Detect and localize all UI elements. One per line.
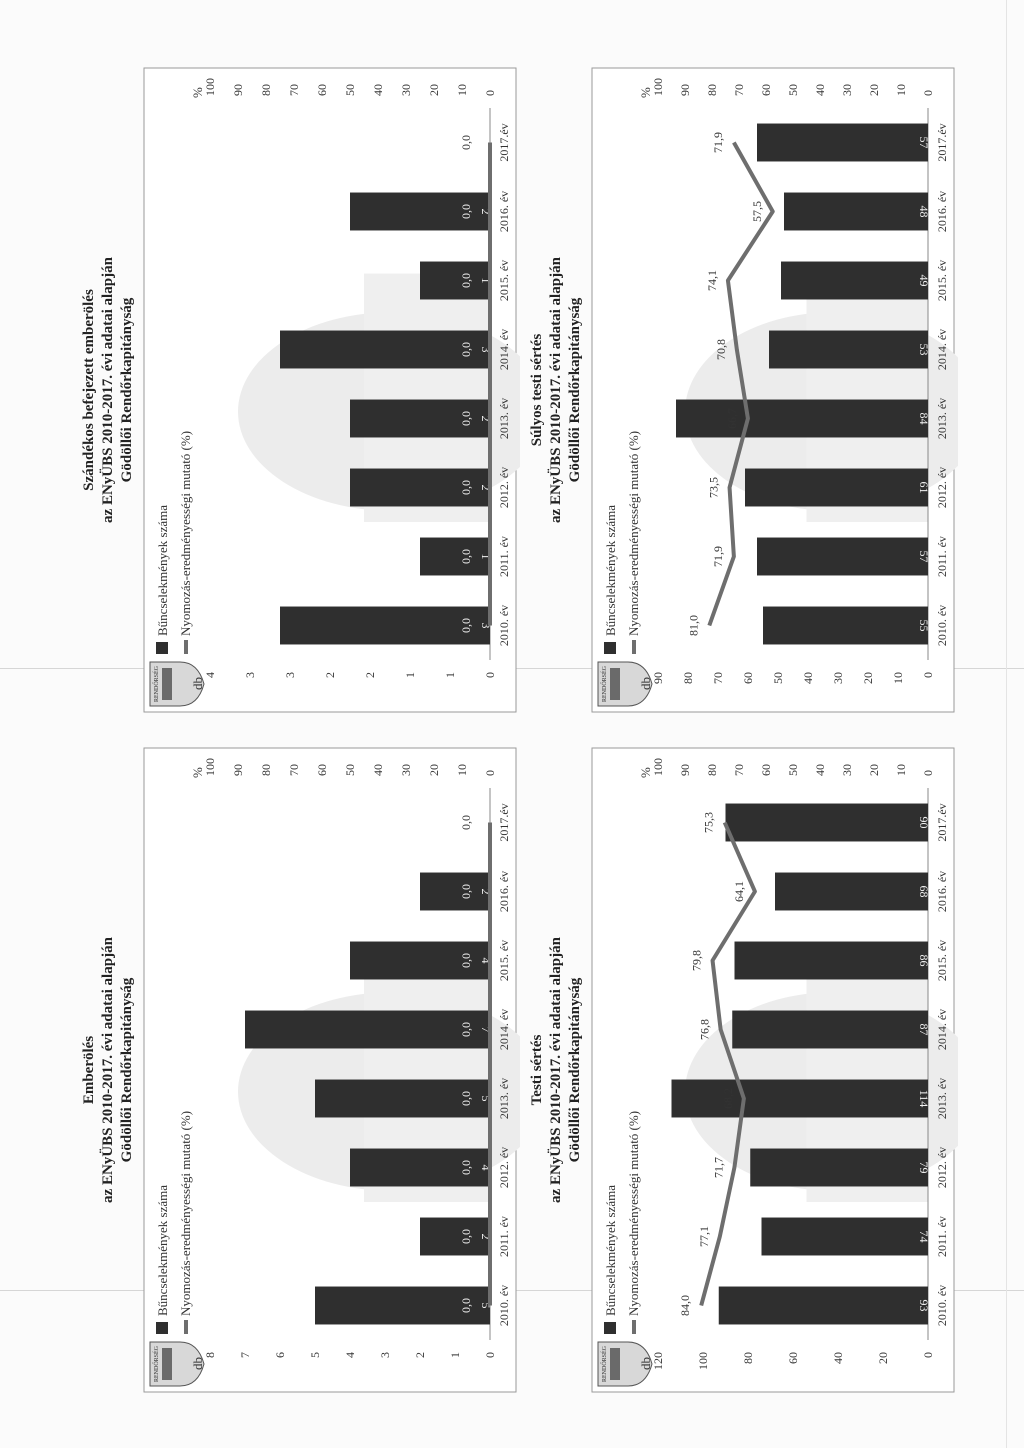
bar [676, 400, 928, 438]
line-value-label: 0,0 [459, 1091, 473, 1106]
y-tick-left: 60 [786, 1352, 800, 1364]
y-tick-right: 60 [315, 764, 329, 776]
bar-count-label: 49 [917, 274, 931, 287]
bar-count-label-group [917, 886, 931, 898]
x-tick-label: 2013. év [497, 397, 511, 440]
bar-count-label-group [917, 620, 931, 632]
x-tick-label: 2013. év [497, 1077, 511, 1120]
x-tick-label: 2015. év [935, 259, 949, 302]
bar-count-label-group [917, 551, 931, 563]
y-tick-right: 40 [813, 84, 827, 96]
y-tick-left: 20 [861, 672, 875, 684]
logo-text: RENDŐRSÉG [602, 1345, 608, 1383]
x-tick-label: 2012. év [497, 1146, 511, 1189]
bar [745, 469, 928, 507]
y-tick-right: 40 [813, 764, 827, 776]
bar-count-label-group [917, 1300, 931, 1312]
y-tick-left: 2 [323, 672, 337, 678]
chart-emberoles [140, 740, 520, 1400]
y-tick-right: 0 [483, 90, 497, 96]
chart-subtitle-2: Gödöllői Rendőrkapitányság [119, 297, 135, 483]
bar-count-label: 48 [917, 205, 931, 218]
y-tick-left: 2 [363, 672, 377, 678]
bar-count-label: 86 [917, 954, 931, 967]
line-value-label: 71,7 [711, 1157, 726, 1178]
y-tick-right: 10 [455, 764, 469, 776]
x-tick-label: 2011. év [497, 1216, 511, 1257]
x-tick-label: 2011. év [935, 1216, 949, 1257]
left-axis-title: db [638, 677, 653, 690]
chart-subtitle-2: Gödöllői Rendőrkapitányság [567, 977, 583, 1163]
y-tick-right: 90 [231, 764, 245, 776]
legend-label-bar: Bűncselekmények száma [603, 504, 618, 636]
y-tick-right: 100 [203, 758, 217, 776]
x-tick-label: 2015. év [497, 939, 511, 982]
bar-count-label-group [917, 137, 931, 149]
line-value-label: 0,0 [459, 204, 473, 219]
line-value-label: 57,5 [749, 201, 764, 222]
y-tick-right: 100 [651, 78, 665, 96]
y-tick-right: 80 [259, 84, 273, 96]
right-axis-title: % [190, 87, 205, 98]
bar-count-label-group [917, 482, 931, 494]
right-axis-title: % [190, 767, 205, 778]
y-tick-right: 40 [371, 84, 385, 96]
chart-title: Emberölés [81, 1035, 97, 1105]
y-tick-right: 70 [287, 764, 301, 776]
y-tick-right: 100 [203, 78, 217, 96]
bar-count-label-group [917, 1231, 931, 1243]
y-tick-right: 60 [759, 84, 773, 96]
bar-count-label: 2 [479, 415, 493, 422]
y-tick-right: 10 [894, 84, 908, 96]
bar-count-label: 4 [479, 1164, 493, 1171]
line-value-label: 76,8 [697, 1019, 712, 1040]
bar-count-label: 90 [917, 816, 931, 829]
y-tick-left: 90 [651, 672, 665, 684]
x-tick-label: 2012. év [935, 466, 949, 509]
x-tick-label: 2014. év [935, 328, 949, 371]
y-tick-right: 90 [231, 84, 245, 96]
logo-text: RENDŐRSÉG [154, 665, 160, 703]
chart-testi-sertes [588, 740, 958, 1400]
y-tick-right: 80 [705, 764, 719, 776]
bar [784, 193, 928, 231]
bar [726, 804, 929, 842]
y-tick-right: 0 [483, 770, 497, 776]
bar-count-label-group [917, 206, 931, 218]
bar-count-label: 84 [917, 412, 931, 425]
legend-swatch-bar [604, 1322, 616, 1334]
y-tick-left: 60 [741, 672, 755, 684]
chart-title: Súlyos testi sértés [529, 333, 545, 447]
y-tick-left: 10 [891, 672, 905, 684]
crest-band [162, 668, 172, 700]
bar-count-label: 1 [479, 553, 493, 560]
x-tick-label: 2017.év [497, 803, 511, 842]
bar [757, 538, 928, 576]
y-tick-left: 7 [238, 1352, 252, 1358]
bar-count-label-group [917, 955, 931, 967]
logo-text: RENDŐRSÉG [602, 665, 608, 703]
chart-panel-sulyos-testi-sertes [528, 60, 968, 720]
x-tick-label: 2014. év [497, 1008, 511, 1051]
bar [719, 1287, 928, 1325]
y-tick-left: 4 [203, 672, 217, 678]
bar-count-label: 114 [917, 1089, 931, 1108]
bar-count-label: 68 [917, 885, 931, 898]
y-tick-right: 30 [399, 764, 413, 776]
legend-swatch-bar [156, 642, 168, 654]
chart-panel-szandekos-emberoles [80, 60, 520, 720]
y-tick-left: 5 [308, 1352, 322, 1358]
y-tick-left: 0 [921, 1352, 935, 1358]
bar-count-label: 3 [479, 346, 493, 353]
legend-swatch-bar [156, 1322, 168, 1334]
line-value-label: 0,0 [459, 884, 473, 899]
y-tick-right: 30 [399, 84, 413, 96]
y-tick-left: 50 [771, 672, 785, 684]
y-tick-right: 80 [259, 764, 273, 776]
bar [735, 942, 929, 980]
y-tick-right: 10 [455, 84, 469, 96]
x-tick-label: 2017.év [935, 123, 949, 162]
legend-label-bar: Bűncselekmények száma [155, 1184, 170, 1316]
y-tick-left: 40 [801, 672, 815, 684]
bar-count-label: 74 [917, 1230, 931, 1243]
x-tick-label: 2011. év [935, 536, 949, 577]
logo-text: RENDŐRSÉG [154, 1345, 160, 1383]
legend-label-line: Nyomozás-eredményességi mutató (%) [626, 430, 641, 636]
chart-title-block [80, 740, 137, 1400]
legend-label-bar: Bűncselekmények száma [155, 504, 170, 636]
bar-count-label: 2 [479, 484, 493, 491]
x-tick-label: 2016. év [497, 190, 511, 233]
line-value-label: 71,9 [710, 546, 725, 567]
bar [732, 1011, 928, 1049]
chart-szandekos-emberoles [140, 60, 520, 720]
y-tick-right: 40 [371, 764, 385, 776]
bar-count-label: 1 [479, 277, 493, 284]
rotated-content [80, 60, 960, 1400]
chart-subtitle-2: Gödöllői Rendőrkapitányság [119, 977, 135, 1163]
bar [750, 1149, 928, 1187]
bar-count-label: 55 [917, 619, 931, 632]
y-tick-right: 60 [759, 764, 773, 776]
bar-count-label-group [917, 1090, 931, 1108]
legend-label-line: Nyomozás-eredményességi mutató (%) [626, 1110, 641, 1316]
line-value-label: 66,7 [724, 408, 739, 429]
line-value-label: 0,0 [459, 342, 473, 357]
y-tick-left: 0 [483, 672, 497, 678]
y-tick-left: 6 [273, 1352, 287, 1358]
x-tick-label: 2013. év [935, 1077, 949, 1120]
bar-count-label-group [917, 1162, 931, 1174]
x-tick-label: 2016. év [497, 870, 511, 913]
line-value-label: 0,0 [459, 480, 473, 495]
bar [769, 331, 928, 369]
y-tick-left: 20 [876, 1352, 890, 1364]
chart-title: Testi sértés [529, 1034, 545, 1106]
crest-band [162, 1348, 172, 1380]
y-tick-right: 30 [840, 84, 854, 96]
left-axis-title: db [190, 1357, 205, 1370]
legend-label-bar: Bűncselekmények száma [603, 1184, 618, 1316]
bar-count-label: 2 [479, 208, 493, 215]
bar [245, 1011, 490, 1049]
y-tick-left: 30 [831, 672, 845, 684]
line-value-label: 70,8 [713, 339, 728, 360]
bar-count-label: 57 [917, 550, 931, 563]
y-tick-right: 90 [678, 764, 692, 776]
line-value-label: 0,0 [459, 273, 473, 288]
y-tick-right: 90 [678, 84, 692, 96]
y-tick-right: 80 [705, 84, 719, 96]
chart-title-block [528, 740, 585, 1400]
y-tick-left: 4 [343, 1352, 357, 1358]
right-axis-title: % [638, 87, 653, 98]
bar-count-label: 57 [917, 136, 931, 149]
line-value-label: 0,0 [459, 618, 473, 633]
crest-band [610, 668, 620, 700]
y-tick-right: 100 [651, 758, 665, 776]
x-tick-label: 2016. év [935, 870, 949, 913]
y-tick-left: 100 [696, 1352, 710, 1370]
left-axis-title: db [190, 677, 205, 690]
crest-band [610, 1348, 620, 1380]
x-tick-label: 2015. év [935, 939, 949, 982]
x-tick-label: 2014. év [497, 328, 511, 371]
chart-subtitle: az ENyÜBS 2010-2017. évi adatai alapján [100, 937, 116, 1203]
bar [757, 124, 928, 162]
x-tick-label: 2016. év [935, 190, 949, 233]
bar-count-label-group [917, 817, 931, 829]
line-value-label: 0,0 [459, 411, 473, 426]
x-tick-label: 2012. év [935, 1146, 949, 1189]
y-tick-left: 70 [711, 672, 725, 684]
left-axis-title: db [638, 1357, 653, 1370]
bar-count-label: 93 [917, 1299, 931, 1312]
line-value-label: 73,5 [706, 477, 721, 498]
y-tick-left: 1 [443, 672, 457, 678]
y-tick-left: 120 [651, 1352, 665, 1370]
x-tick-label: 2010. év [497, 604, 511, 647]
y-tick-right: 70 [732, 84, 746, 96]
bar-count-label-group [917, 413, 931, 425]
bar [775, 873, 928, 911]
x-tick-label: 2010. év [497, 1284, 511, 1327]
x-tick-label: 2013. év [935, 397, 949, 440]
y-tick-right: 20 [867, 84, 881, 96]
line-value-label: 77,1 [696, 1226, 711, 1247]
y-tick-left: 2 [413, 1352, 427, 1358]
bar [762, 1218, 929, 1256]
line-value-label: 74,1 [704, 270, 719, 291]
y-tick-left: 0 [483, 1352, 497, 1358]
chart-subtitle: az ENyÜBS 2010-2017. évi adatai alapján [548, 257, 564, 523]
page-edge [1006, 0, 1007, 1448]
chart-title: Szándékos befejezett emberölés [81, 289, 97, 491]
y-tick-right: 20 [427, 84, 441, 96]
chart-title-block [528, 60, 585, 720]
bar-count-label: 53 [917, 343, 931, 356]
bar [781, 262, 928, 300]
bar-count-label-group [917, 275, 931, 287]
y-tick-left: 8 [203, 1352, 217, 1358]
chart-subtitle: az ENyÜBS 2010-2017. évi adatai alapján [100, 257, 116, 523]
legend-label-line: Nyomozás-eredményességi mutató (%) [178, 1110, 193, 1316]
bar-count-label: 3 [479, 622, 493, 629]
line-value-label: 64,1 [731, 881, 746, 902]
y-tick-left: 80 [681, 672, 695, 684]
y-tick-right: 70 [732, 764, 746, 776]
line-value-label: 0,0 [459, 135, 473, 150]
bar-count-label-group [917, 344, 931, 356]
x-tick-label: 2011. év [497, 536, 511, 577]
chart-subtitle-2: Gödöllői Rendőrkapitányság [567, 297, 583, 483]
line-value-label: 0,0 [459, 953, 473, 968]
bar-count-label: 2 [479, 1233, 493, 1240]
y-tick-left: 3 [378, 1352, 392, 1358]
line-value-label: 0,0 [459, 1160, 473, 1175]
x-tick-label: 2014. év [935, 1008, 949, 1051]
line-value-label: 0,0 [459, 1229, 473, 1244]
x-tick-label: 2017.év [935, 803, 949, 842]
bar-count-label: 5 [479, 1095, 493, 1102]
y-tick-right: 20 [867, 764, 881, 776]
line-value-label: 79,8 [689, 950, 704, 971]
bar-count-label: 5 [479, 1302, 493, 1309]
y-tick-right: 50 [786, 764, 800, 776]
bar [672, 1080, 929, 1118]
y-tick-right: 0 [921, 90, 935, 96]
x-tick-label: 2015. év [497, 259, 511, 302]
y-tick-left: 80 [741, 1352, 755, 1364]
x-tick-label: 2010. év [935, 1284, 949, 1327]
line-value-label: 0,0 [459, 815, 473, 830]
bar-count-label: 4 [479, 957, 493, 964]
y-tick-left: 0 [921, 672, 935, 678]
line-value-label: 75,3 [701, 812, 716, 833]
chart-panel-testi-sertes [528, 740, 968, 1400]
line-value-label: 71,9 [710, 132, 725, 153]
x-tick-label: 2010. év [935, 604, 949, 647]
line-value-label: 0,0 [459, 549, 473, 564]
y-tick-left: 3 [243, 672, 257, 678]
chart-title-block [80, 60, 137, 720]
y-tick-right: 10 [894, 764, 908, 776]
line-value-label: 0,0 [459, 1022, 473, 1037]
bar-count-label: 7 [479, 1026, 493, 1033]
y-tick-right: 70 [287, 84, 301, 96]
y-tick-left: 3 [283, 672, 297, 678]
bar-count-label: 87 [917, 1023, 931, 1036]
y-tick-right: 50 [343, 84, 357, 96]
legend-swatch-bar [604, 642, 616, 654]
bar-count-label: 79 [917, 1161, 931, 1174]
line-value-label: 68,2 [720, 1088, 735, 1109]
chart-panel-emberoles [80, 740, 520, 1400]
y-tick-left: 1 [403, 672, 417, 678]
x-tick-label: 2017.év [497, 123, 511, 162]
bar-count-label: 61 [917, 481, 931, 494]
y-tick-right: 30 [840, 764, 854, 776]
y-tick-right: 20 [427, 764, 441, 776]
y-tick-left: 40 [831, 1352, 845, 1364]
line-value-label: 84,0 [678, 1295, 693, 1316]
line-value-label: 81,0 [686, 615, 701, 636]
y-tick-right: 50 [343, 764, 357, 776]
line-value-label: 0,0 [459, 1298, 473, 1313]
chart-subtitle: az ENyÜBS 2010-2017. évi adatai alapján [548, 937, 564, 1203]
legend-label-line: Nyomozás-eredményességi mutató (%) [178, 430, 193, 636]
x-tick-label: 2012. év [497, 466, 511, 509]
right-axis-title: % [638, 767, 653, 778]
y-tick-right: 0 [921, 770, 935, 776]
y-tick-right: 50 [786, 84, 800, 96]
y-tick-left: 1 [448, 1352, 462, 1358]
bar-count-label-group [917, 1024, 931, 1036]
bar-count-label: 2 [479, 888, 493, 895]
chart-sulyos-testi-sertes [588, 60, 958, 720]
bar [763, 607, 928, 645]
y-tick-right: 60 [315, 84, 329, 96]
